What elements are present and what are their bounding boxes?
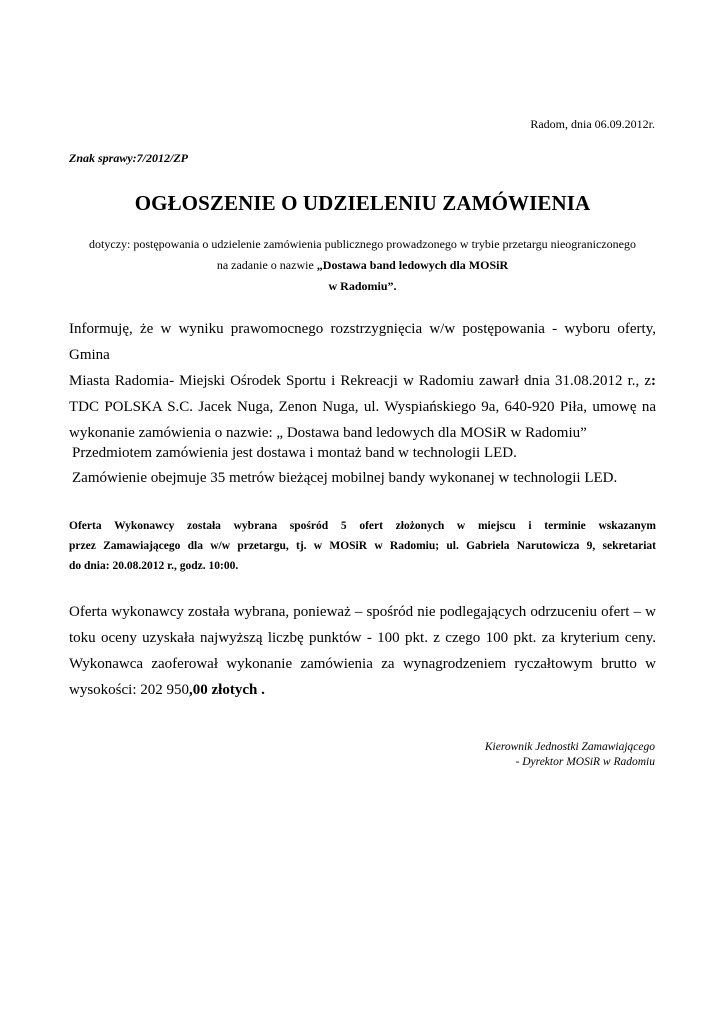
price-prefix: wysokości: 202 950 bbox=[69, 682, 189, 698]
subtitle-line-3: w Radomiu”. bbox=[328, 279, 397, 293]
subtitle-task-name: „Dostawa band ledowych dla MOSiR bbox=[316, 258, 509, 272]
document-title: OGŁOSZENIE O UDZIELENIU ZAMÓWIENIA bbox=[134, 191, 591, 215]
paragraph-line: przez Zamawiającego dla w/w przetargu, tj. w MOSiR w Radomiu; ul. Gabriela Narutowicza 9, sekretariat bbox=[69, 540, 656, 552]
paragraph-line: do dnia: 20.08.2012 r., godz. 10:00. bbox=[69, 560, 239, 572]
paragraph-offer-selection bbox=[69, 516, 656, 576]
paragraph-line: wykonanie zamówienia o nazwie: „ Dostawa band ledowych dla MOSiR w Radomiu” bbox=[69, 425, 587, 441]
signature-block bbox=[485, 740, 655, 770]
paragraph-line bbox=[69, 368, 656, 394]
paragraph-line-text: Miasta Radomia- Miejski Ośrodek Sportu i Rekreacji w Radomiu zawarł dnia 31.08.2012 r., z bbox=[69, 373, 651, 389]
paragraph-justification bbox=[69, 599, 656, 703]
date-line: Radom, dnia 06.09.2012r. bbox=[530, 117, 655, 131]
paragraph-subject bbox=[72, 441, 656, 491]
paragraph-line: Wykonawca zaoferował wykonanie zamówienia za wynagrodzeniem ryczałtowym brutto w bbox=[69, 656, 656, 672]
paragraph-line: Przedmiotem zamówienia jest dostawa i montaż band w technologii LED. bbox=[72, 445, 517, 461]
case-reference: Znak sprawy:7/2012/ZP bbox=[69, 151, 188, 165]
subtitle-line-2-prefix: na zadanie o nazwie bbox=[216, 258, 317, 272]
paragraph-line: Oferta Wykonawcy została wybrana spośród 5 ofert złożonych w miejscu i terminie wskazanym bbox=[69, 520, 656, 532]
subtitle-line-1: dotyczy: postępowania o udzielenie zamówienia publicznego prowadzonego w trybie przetargu nieograniczonego bbox=[89, 237, 636, 251]
paragraph-line: Zamówienie obejmuje 35 metrów bieżącej mobilnej bandy wykonanej w technologii LED. bbox=[72, 470, 618, 486]
signature-line-2: - Dyrektor MOSiR w Radomiu bbox=[515, 756, 655, 768]
paragraph-line: TDC POLSKA S.C. Jacek Nuga, Zenon Nuga, ul. Wyspiańskiego 9a, 640-920 Piła, umowę na bbox=[69, 399, 656, 415]
price-value: ,00 złotych . bbox=[189, 682, 265, 698]
paragraph-contract-info bbox=[69, 316, 656, 446]
paragraph-line bbox=[69, 677, 656, 703]
paragraph-line-bold: : bbox=[651, 373, 656, 389]
subtitle-line-2 bbox=[0, 258, 725, 273]
paragraph-line: Informuję, że w wyniku prawomocnego rozstrzygnięcia w/w postępowania - wyboru oferty, Gmina bbox=[69, 321, 656, 363]
signature-line-1: Kierownik Jednostki Zamawiającego bbox=[484, 741, 655, 753]
paragraph-line: toku oceny uzyskała najwyższą liczbę punktów - 100 pkt. z czego 100 pkt. za kryterium ceny. bbox=[69, 630, 656, 646]
paragraph-line: Oferta wykonawcy została wybrana, ponieważ – spośród nie podlegających odrzuceniu ofert – w bbox=[69, 604, 656, 620]
